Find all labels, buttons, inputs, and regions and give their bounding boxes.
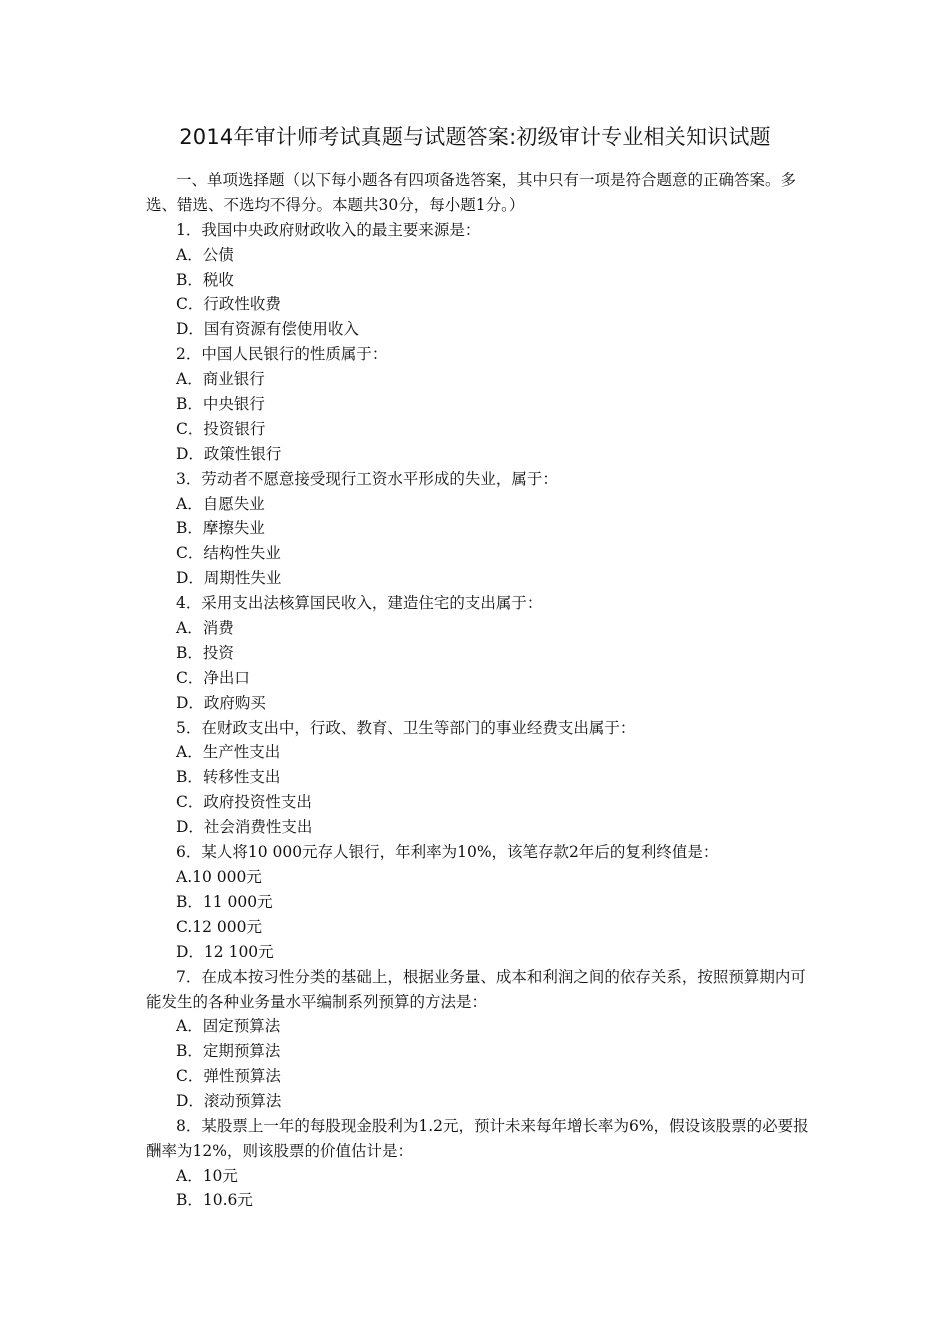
question-1-option-a: A．公债	[176, 246, 234, 264]
question-2-option-c: C．投资银行	[176, 420, 266, 438]
question-2-option-d: D．政策性银行	[176, 445, 282, 463]
question-5-stem: 5．在财政支出中，行政、教育、卫生等部门的事业经费支出属于：	[176, 719, 636, 737]
question-3-option-a: A．自愿失业	[176, 495, 265, 513]
question-7-option-a: A．固定预算法	[176, 1017, 281, 1035]
question-3-option-c: C．结构性失业	[176, 544, 281, 562]
question-2-stem: 2．中国人民银行的性质属于：	[176, 345, 388, 363]
question-4-stem: 4．采用支出法核算国民收入，建造住宅的支出属于：	[176, 594, 543, 612]
question-6-option-c: C.12 000元	[176, 918, 262, 936]
question-7-stem: 7．在成本按习性分类的基础上，根据业务量、成本和利润之间的依存关系，按照预算期内可能发生的各种业务量水平编制系列预算的方法是：	[146, 968, 806, 1011]
document-title: 2014年审计师考试真题与试题答案:初级审计专业相关知识试题	[179, 125, 771, 149]
question-3-stem: 3．劳动者不愿意接受现行工资水平形成的失业，属于：	[176, 470, 558, 488]
question-6-option-b: B．11 000元	[176, 893, 273, 911]
question-1-stem: 1．我国中央政府财政收入的最主要来源是：	[176, 221, 481, 239]
question-3-option-d: D．周期性失业	[176, 569, 282, 587]
question-7-option-d: D．滚动预算法	[176, 1092, 282, 1110]
section-intro: 一、单项选择题（以下每小题各有四项备选答案，其中只有一项是符合题意的正确答案。多选、错选、不选均不得分。本题共30分，每小题1分。）	[146, 171, 797, 214]
question-6-option-a: A.10 000元	[176, 868, 262, 886]
question-7-option-b: B．定期预算法	[176, 1042, 281, 1060]
question-5-option-b: B．转移性支出	[176, 768, 281, 786]
question-7-option-c: C．弹性预算法	[176, 1067, 281, 1085]
question-5-option-a: A．生产性支出	[176, 743, 281, 761]
question-1-option-d: D．国有资源有偿使用收入	[176, 320, 359, 338]
question-2-option-b: B．中央银行	[176, 395, 265, 413]
question-8-option-a: A．10元	[176, 1167, 238, 1185]
question-4-option-c: C．净出口	[176, 669, 250, 687]
question-4-option-a: A．消费	[176, 619, 234, 637]
question-5-option-c: C．政府投资性支出	[176, 793, 312, 811]
question-4-option-d: D．政府购买	[176, 694, 266, 712]
question-2-option-a: A．商业银行	[176, 370, 265, 388]
question-1-option-b: B．税收	[176, 271, 234, 289]
question-1-option-c: C．行政性收费	[176, 295, 281, 313]
question-6-option-d: D．12 100元	[176, 943, 274, 961]
question-4-option-b: B．投资	[176, 644, 234, 662]
question-5-option-d: D．社会消费性支出	[176, 818, 313, 836]
question-3-option-b: B．摩擦失业	[176, 519, 265, 537]
question-8-option-b: B．10.6元	[176, 1191, 253, 1209]
question-6-stem: 6．某人将10 000元存人银行，年利率为10%，该笔存款2年后的复利终值是：	[176, 843, 719, 861]
question-8-stem: 8．某股票上一年的每股现金股利为1.2元，预计未来每年增长率为6%，假设该股票的必要报酬率为12%，则该股票的价值估计是：	[146, 1117, 809, 1160]
